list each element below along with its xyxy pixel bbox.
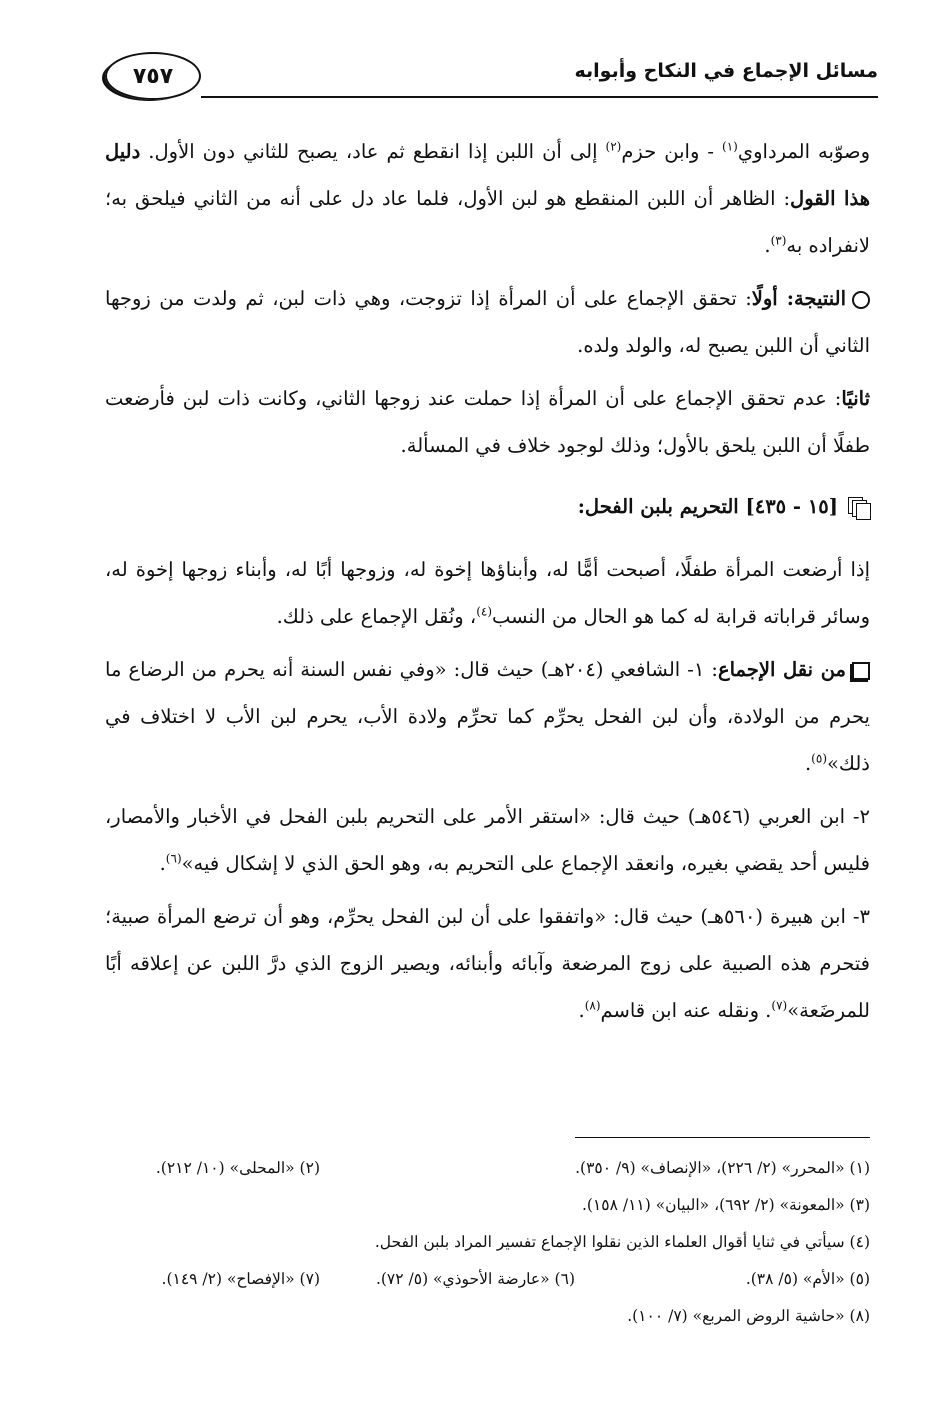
footnote-3: (٣) «المعونة» (٢/ ٦٩٢)، «البيان» (١١/ ١٥٨). [581,1196,870,1214]
header-rule [201,96,878,98]
footnote-ref-4: (٤) [476,604,493,619]
running-title: مسائل الإجماع في النكاح وأبوابه [574,60,878,82]
footnote-ref-3: (٣) [770,233,787,248]
footnote-7: (٧) «الإفصاح» (٢/ ١٤٩). [161,1270,320,1288]
footnote-row [105,1298,870,1335]
label-transmitters: من نقل الإجماع [717,658,847,681]
footnote-8: (٨) «حاشية الروض المربع» (٧/ ١٠٠). [627,1307,870,1325]
label-second: ثانيًا [841,387,870,410]
paragraph-7: ٣- ابن هبيرة (٥٦٠هـ) حيث قال: «واتفقوا على أن لبن الفحل يحرِّم، وهو أن ترضع المرأة صبية؛ فتحرم هذه الصبية على زوج المرضعة وآبائه وأبنائه، ويصير الزوج الذي درَّ اللبن عن إعلاقه أبًا للمرضَعة»$^{(٧)}$. ونقله عنه ابن قاسم$^{(٨)}$. [105,905,870,1022]
footnote-5: (٥) «الأم» (٥/ ٣٨). [745,1270,870,1288]
footnote-ref-8: (٨) [584,998,601,1013]
paragraph-2: النتيجة: أولًا: تحقق الإجماع على أن المرأة إذا تزوجت، وهي ذات لبن، ثم ولدت من زوجها الثاني أن اللبن يصبح له، والولد ولده. [105,287,870,357]
footnote-separator [575,1137,870,1138]
footnote-row [105,1150,870,1187]
footnote-ref-5: (٥) [811,751,827,766]
page-number: ٧٥٧ [105,52,201,100]
page-header [105,50,878,102]
footnote-row [105,1261,870,1298]
footnote-1: (١) «المحرر» (٢/ ٢٢٦)، «الإنصاف» (٩/ ٣٥٠). [575,1159,870,1177]
circle-bullet-icon [852,291,870,309]
paragraph-4: إذا أرضعت المرأة طفلًا، أصبحت أمًّا له، وأبناؤها إخوة له، وزوجها أبًا له، وأبناء زوجها إخوة له، وسائر قراباته قرابة له كما هو الحال من النسب$^{(٤)}$، ونُقل الإجماع على ذلك. [105,558,870,628]
footnote-ref-7: (٧) [771,998,788,1013]
footnote-6: (٦) «عارضة الأحوذي» (٥/ ٧٢). [375,1270,575,1288]
footnote-ref-6: (٦) [165,851,182,866]
footnote-row [105,1224,870,1261]
paragraph-5: من نقل الإجماع: ١- الشافعي (٢٠٤هـ) حيث قال: «وفي نفس السنة أنه يحرم من الرضاع ما يحرم من الولادة، وأن لبن الفحل يحرِّم كما تحرِّم ولادة الأب، يحرم لبن الأب لا اختلاف في ذلك»$^{(٥)}$. [105,658,870,775]
label-evidence: دليل هذا القول [105,140,870,210]
section-title: [١٥ - ٤٣٥] التحريم بلبن الفحل: [105,483,870,530]
square-bullet-icon [852,662,870,680]
footnote-row [105,1187,870,1224]
footnote-ref-2: (٢) [605,139,622,154]
paragraph-1: وصوّبه المرداوي$^{(١)}$ - وابن حزم$^{(٢)}$ إلى أن اللبن إذا انقطع ثم عاد، يصبح للثاني دون الأول. دليل هذا القول: الظاهر أن اللبن المنقطع هو لبن الأول، فلما عاد دل على أنه من الثاني فيلحق به؛ لانفراده به$^{(٣)}$. [105,139,870,257]
main-text [105,128,870,1040]
stacked-pages-icon [848,497,870,519]
footnote-4: (٤) سيأتي في ثنايا أقوال العلماء الذين نقلوا الإجماع تفسير المراد بلبن الفحل. [374,1233,870,1251]
paragraph-6: ٢- ابن العربي (٥٤٦هـ) حيث قال: «استقر الأمر على التحريم بلبن الفحل في الأخبار والأمصار، فليس أحد يقضي بغيره، وانعقد الإجماع على التحريم به، وهو الحق الذي لا إشكال فيه»$^{(٦)}$. [105,805,870,875]
footnotes [105,1150,870,1335]
footnote-ref-1: (١) [722,139,738,154]
paragraph-3: ثانيًا: عدم تحقق الإجماع على أن المرأة إذا حملت عند زوجها الثاني، وكانت ذات لبن فأرضعت طفلًا أن اللبن يلحق بالأول؛ وذلك لوجود خلاف في المسألة. [105,387,870,457]
label-result: النتيجة: أولًا [751,287,846,310]
footnote-2: (٢) «المحلى» (١٠/ ٢١٢). [155,1159,320,1177]
